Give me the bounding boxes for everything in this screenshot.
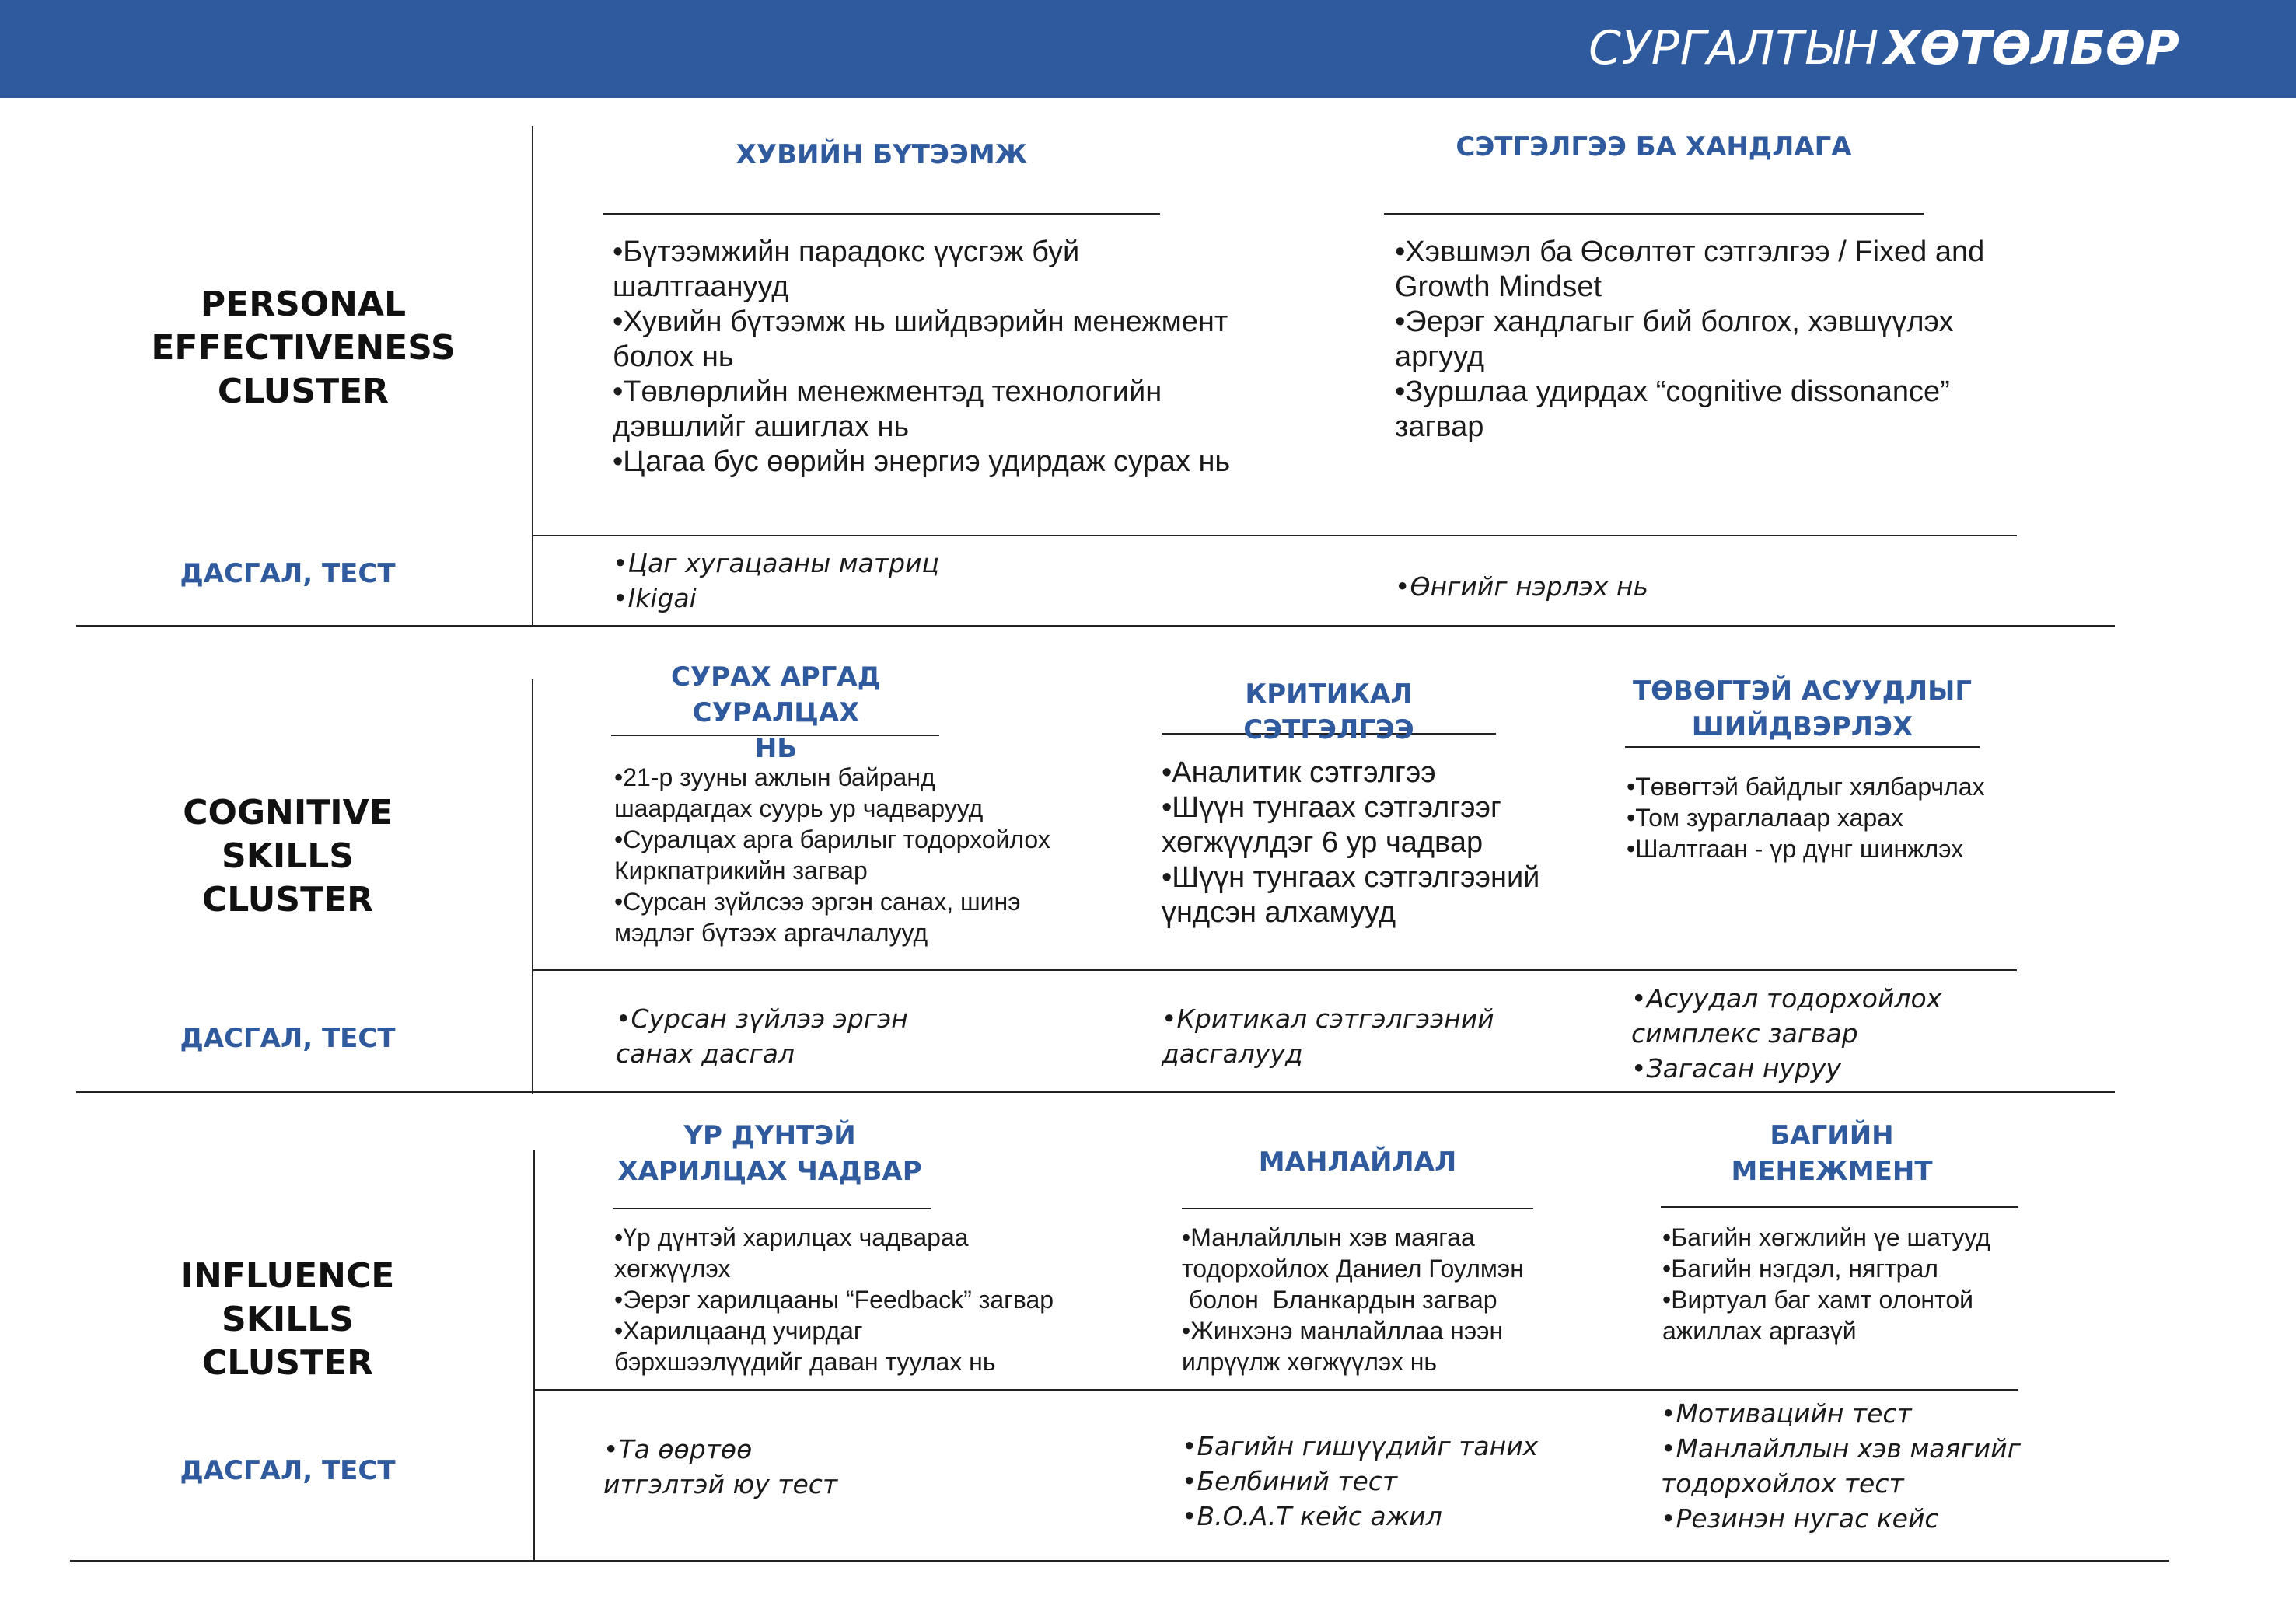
topic-underline: [1182, 1208, 1533, 1209]
topic-title-personal-productivity: ХУВИЙН БҮТЭЭМЖ: [736, 139, 1028, 170]
header-bar: [0, 0, 2296, 98]
topic-exercises-learning-to-learn: •Сурсан зүйлээ эргэн санах дасгал: [616, 1003, 908, 1069]
topic-bullets-mindset: •Хэвшмэл ба Өсөлтөт сэтгэлгээ / Fixed and Growth Mindset •Эерэг хандлагыг бий болгох, хэвшүүлэх аргууд •Зуршлаа удирдах “cognitive dissonance” загвар: [1395, 236, 1985, 443]
exercise-label-influence: ДАСГАЛ, ТЕСТ: [180, 1455, 396, 1486]
topic-underline: [1384, 213, 1924, 215]
topic-bullets-team-management: •Багийн хөгжлийн үе шатууд •Багийн нэгдэл, нягтрал •Виртуал баг хамт олонтой ажиллах аргазүй: [1662, 1223, 1990, 1345]
topic-bullets-leadership: •Манлайллын хэв маягаа тодорхойлох Даниел Гоулмэн болон Бланкардын загвар •Жинхэнэ манлайллаа нээн илрүүлж хөгжүүлэх нь: [1182, 1223, 1524, 1376]
cluster-title-personal: PERSONAL EFFECTIVENESS CLUSTER: [151, 284, 456, 411]
topic-exercises-personal-productivity: •Цаг хугацааны матриц •Ikigai: [613, 548, 939, 613]
topic-bullets-critical-thinking: •Аналитик сэтгэлгээ •Шүүн тунгаах сэтгэлгээг хөгжүүлдэг 6 ур чадвар •Шүүн тунгаах сэтгэлгээний үндсэн алхамууд: [1162, 756, 1540, 929]
exercise-divider-cognitive: [532, 969, 2017, 971]
topic-exercises-team-management: •Мотивацийн тест •Манлайллын хэв маягийг тодорхойлох тест •Резинэн нугас кейс: [1661, 1398, 2021, 1534]
vertical-divider-personal: [532, 126, 533, 627]
vertical-divider-cognitive: [532, 679, 533, 1094]
topic-bullets-effective-communication: •Үр дүнтэй харилцах чадвараа хөгжүүлэх •Эерэг харилцааны “Feedback” загвар •Харилцаанд учирдаг бэрхшээлүүдийг даван туулах нь: [614, 1223, 1054, 1376]
topic-title-critical-thinking: КРИТИКАЛ СЭТГЭЛГЭЭ: [1243, 679, 1414, 745]
topic-bullets-learning-to-learn: •21-р зууны ажлын байранд шаардагдах суурь ур чадварууд •Суралцах арга барилыг тодорхойлох Киркпатрикийн загвар •Сурсан зүйлсээ эргэн санах, шинэ мэдлэг бүтээх аргачлалууд: [614, 763, 1050, 947]
exercise-divider-influence: [533, 1389, 2018, 1391]
exercise-label-cognitive: ДАСГАЛ, ТЕСТ: [180, 1023, 396, 1054]
topic-underline: [613, 1208, 931, 1209]
section-divider-1: [76, 625, 2115, 627]
topic-underline: [603, 213, 1160, 215]
topic-title-effective-communication: ҮР ДҮНТЭЙ ХАРИЛЦАХ ЧАДВАР: [617, 1120, 922, 1187]
cluster-title-influence: INFLUENCE SKILLS CLUSTER: [180, 1256, 395, 1383]
topic-title-complex-problems: ТӨВӨГТЭЙ АСУУДЛЫГ ШИЙДВЭРЛЭХ: [1632, 675, 1973, 742]
exercise-divider-personal: [532, 535, 2017, 536]
exercise-label-personal: ДАСГАЛ, ТЕСТ: [180, 558, 396, 589]
topic-exercises-critical-thinking: •Критикал сэтгэлгээний дасгалууд: [1162, 1003, 1494, 1069]
topic-bullets-personal-productivity: •Бүтээмжийн парадокс үүсгэж буй шалтгаанууд •Хувийн бүтээмж нь шийдвэрийн менежмент болох нь •Төвлөрлийн менежментэд технологийн дэвшлийг ашиглах нь •Цагаа бус өөрийн энергиэ удирдаж сурах нь: [613, 236, 1231, 478]
topic-title-leadership: МАНЛАЙЛАЛ: [1258, 1147, 1457, 1178]
topic-exercises-leadership: •Багийн гишүүдийг таних •Белбиний тест •B.O.A.T кейс ажил: [1182, 1431, 1539, 1531]
section-divider-2: [76, 1091, 2115, 1093]
topic-underline: [1625, 746, 1980, 748]
topic-exercises-complex-problems: •Асуудал тодорхойлох симплекс загвар •Загасан нуруу: [1631, 983, 1942, 1084]
title-bold: ХӨТӨЛБӨР: [1884, 21, 2179, 75]
topic-exercises-effective-communication: •Та өөртөө итгэлтэй юу тест: [603, 1434, 838, 1499]
page-title: [1588, 17, 2179, 79]
section-divider-3: [70, 1560, 2169, 1562]
topic-title-team-management: БАГИЙН МЕНЕЖМЕНТ: [1731, 1120, 1933, 1187]
topic-title-mindset: СЭТГЭЛГЭЭ БА ХАНДЛАГА: [1456, 131, 1852, 162]
topic-underline: [1661, 1206, 2018, 1208]
topic-title-learning-to-learn: СУРАХ АРГАД СУРАЛЦАХ НЬ: [671, 661, 881, 764]
title-light: СУРГАЛТЫН: [1588, 21, 1880, 75]
cluster-title-cognitive: COGNITIVE SKILLS CLUSTER: [183, 793, 393, 920]
topic-exercises-mindset: •Өнгийг нэрлэх нь: [1395, 571, 1648, 602]
vertical-divider-influence: [533, 1150, 535, 1561]
topic-bullets-complex-problems: •Төвөгтэй байдлыг хялбарчлах •Том зураглалаар харах •Шалтгаан - үр дүнг шинжлэх: [1627, 773, 1985, 863]
